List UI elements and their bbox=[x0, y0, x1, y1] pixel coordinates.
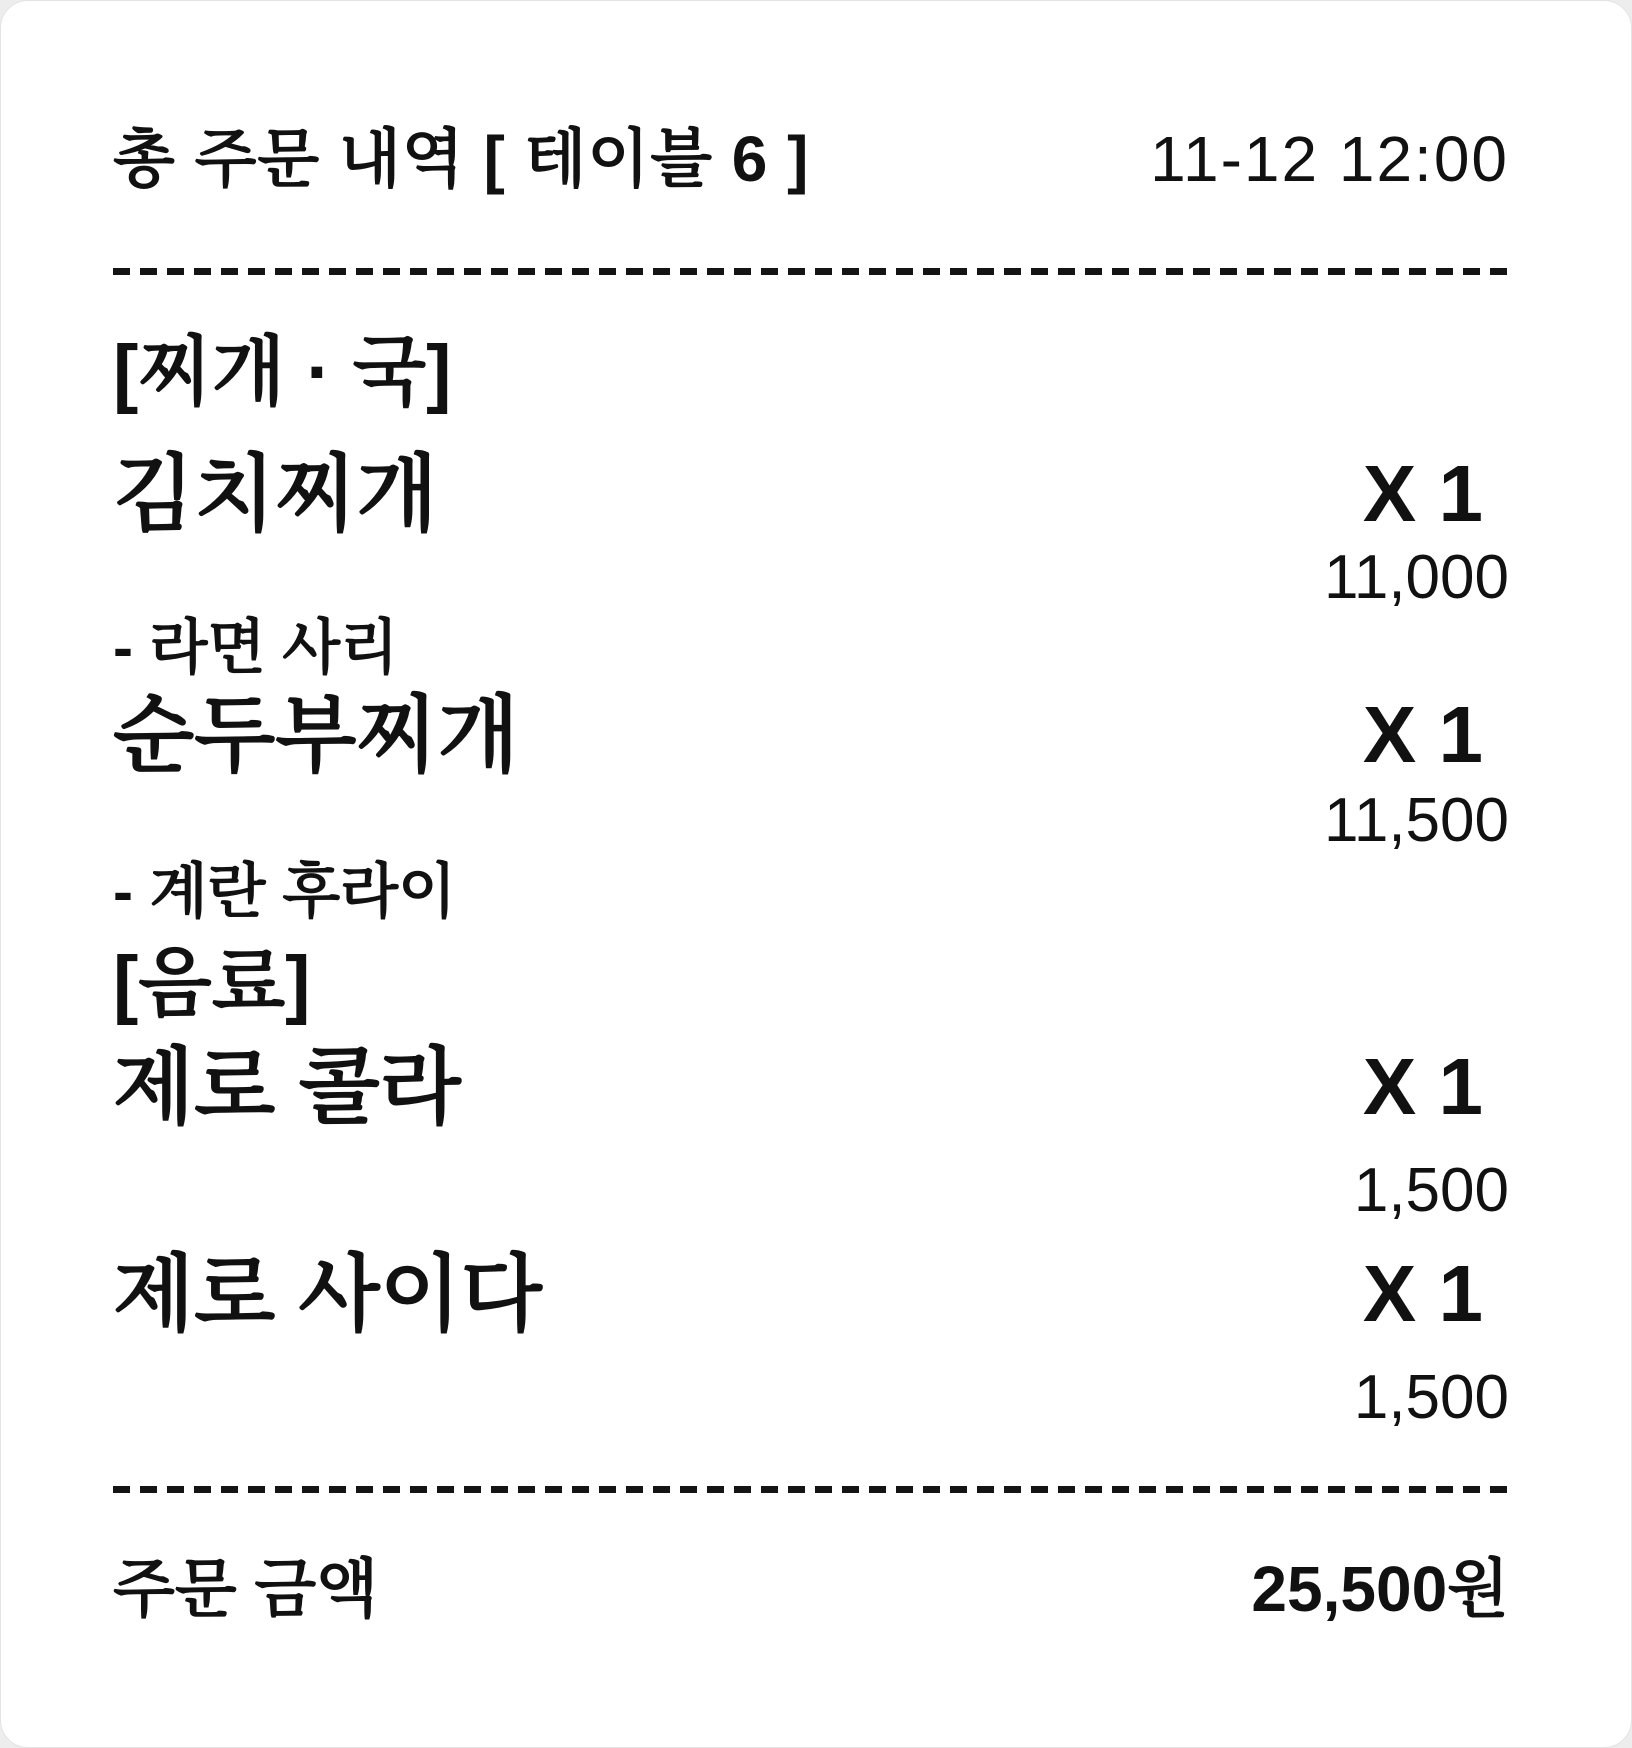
page-title: 총 주문 내역 [ 테이블 6 ] bbox=[113, 123, 810, 195]
item-row bbox=[113, 447, 1509, 541]
section-label-beverage: [음료] bbox=[113, 941, 311, 1026]
item-price: 1,500 bbox=[1353, 1363, 1509, 1432]
item-name: 제로 사이다 bbox=[113, 1247, 543, 1341]
item-name: 순두부찌개 bbox=[113, 688, 519, 782]
item-price: 11,000 bbox=[1323, 543, 1509, 612]
item-quantity: X 1 bbox=[1362, 1042, 1483, 1131]
item-row bbox=[113, 1247, 1509, 1341]
item-name: 제로 콜라 bbox=[113, 1040, 461, 1134]
dashed-divider bbox=[113, 268, 1509, 275]
total-amount: 25,500원 bbox=[1251, 1553, 1509, 1625]
total-label: 주문 금액 bbox=[113, 1553, 379, 1625]
section-label-stew-soup: [찌개 · 국] bbox=[113, 330, 452, 415]
item-quantity: X 1 bbox=[1362, 449, 1483, 538]
total-row bbox=[113, 1553, 1509, 1625]
item-row bbox=[113, 688, 1509, 782]
item-quantity: X 1 bbox=[1362, 690, 1483, 779]
order-datetime: 11-12 12:00 bbox=[1150, 123, 1509, 195]
item-row bbox=[113, 1040, 1509, 1134]
item-price: 11,500 bbox=[1323, 786, 1509, 855]
dashed-divider bbox=[113, 1486, 1509, 1493]
item-name: 김치찌개 bbox=[113, 447, 438, 541]
item-price: 1,500 bbox=[1353, 1156, 1509, 1225]
item-option: - 라면 사리 bbox=[113, 614, 399, 681]
item-option: - 계란 후라이 bbox=[113, 858, 457, 925]
item-quantity: X 1 bbox=[1362, 1249, 1483, 1338]
receipt-header bbox=[113, 123, 1509, 195]
